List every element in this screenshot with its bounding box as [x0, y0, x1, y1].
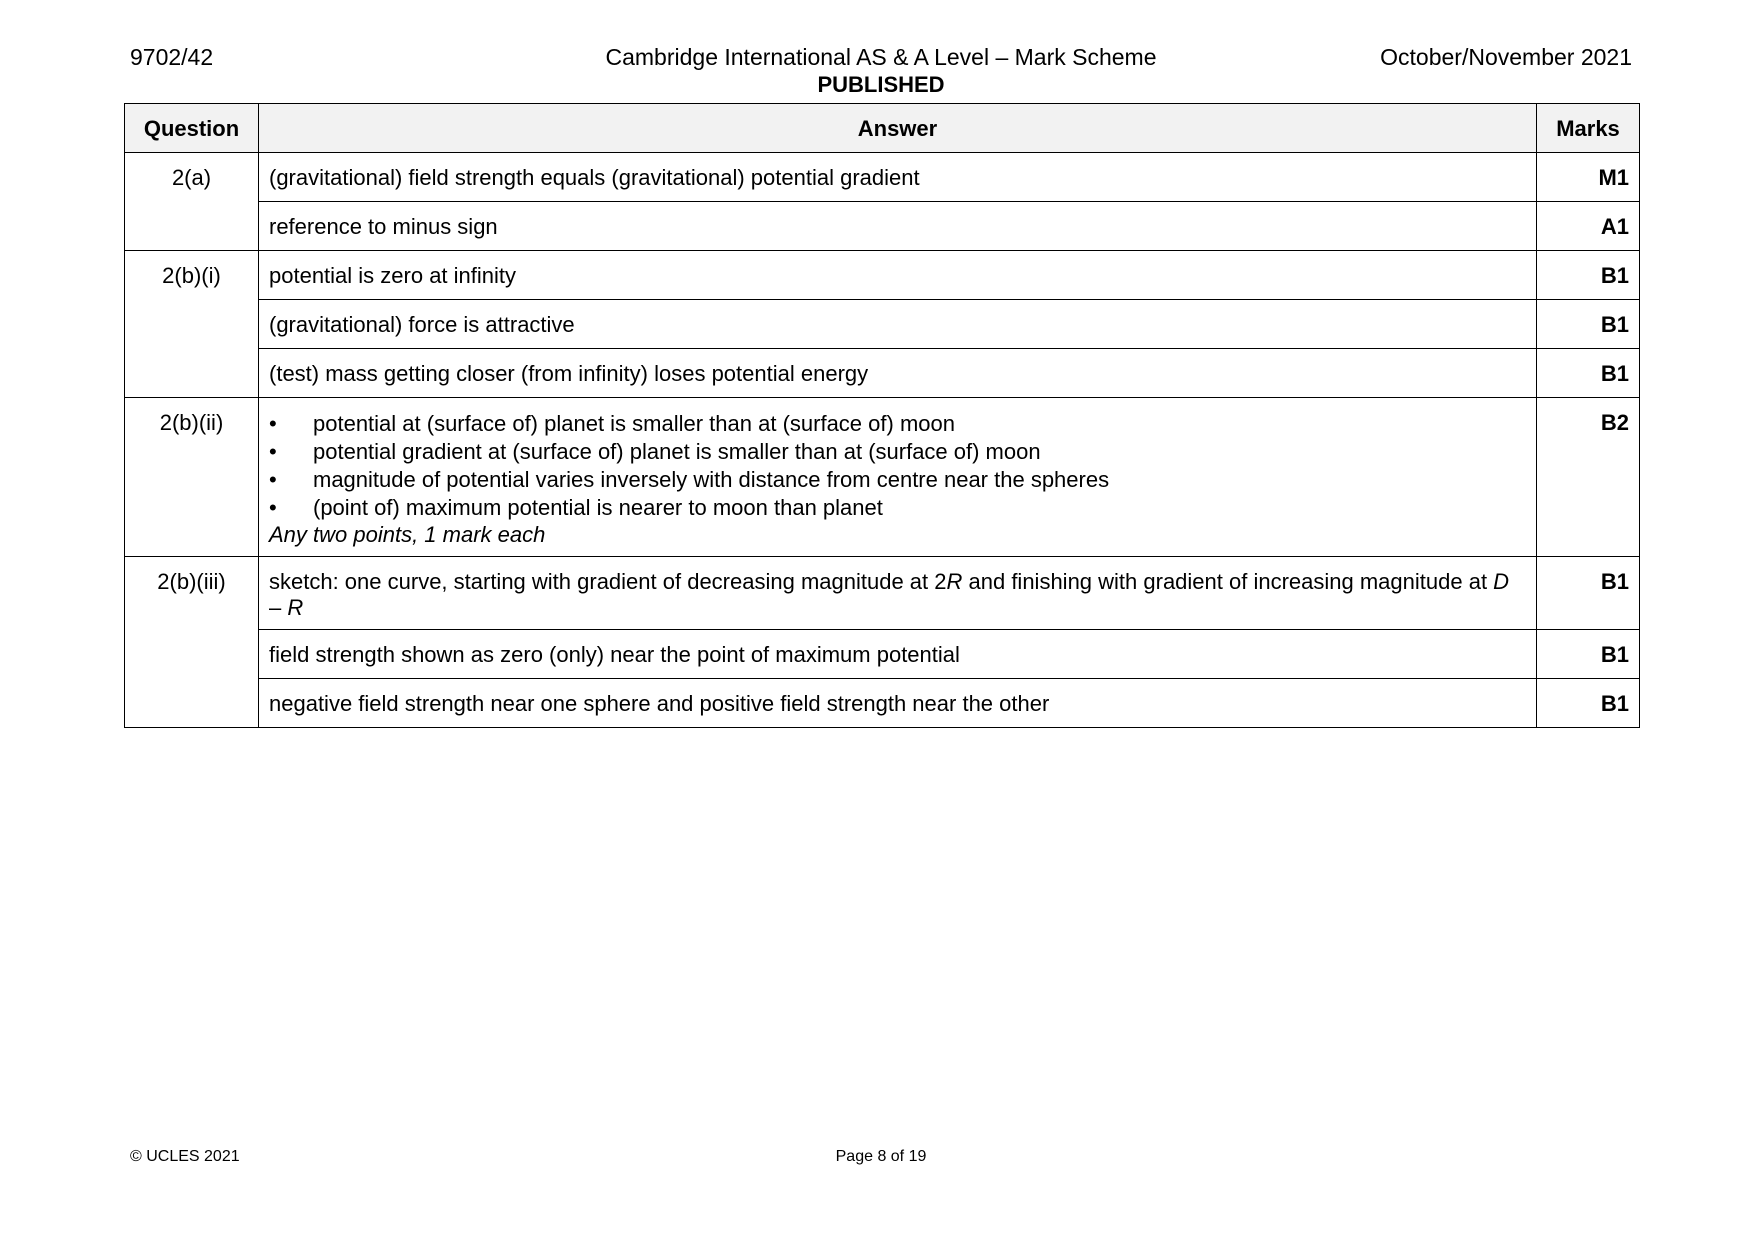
answer-bullet-list	[269, 410, 1526, 522]
mark-cell: B1	[1537, 349, 1640, 398]
table-row	[125, 557, 1640, 630]
answer-cell	[259, 398, 1537, 557]
answer-cell: (gravitational) field strength equals (gravitational) potential gradient	[259, 153, 1537, 202]
question-label-2bii: 2(b)(ii)	[125, 398, 259, 557]
list-item: • magnitude of potential varies inversely with distance from centre near the spheres	[269, 466, 1526, 494]
answer-cell: field strength shown as zero (only) near the point of maximum potential	[259, 630, 1537, 679]
mark-cell: B1	[1537, 630, 1640, 679]
table-row	[125, 679, 1640, 728]
question-label-2biii: 2(b)(iii)	[125, 557, 259, 728]
copyright-notice: © UCLES 2021	[130, 1148, 240, 1165]
exam-series: October/November 2021	[1380, 44, 1632, 70]
question-label-2a: 2(a)	[125, 153, 259, 251]
answer-text: and finishing with gradient of increasing magnitude at	[962, 569, 1494, 594]
table-header-row	[125, 104, 1640, 153]
published-label: PUBLISHED	[817, 72, 945, 97]
list-item: • potential at (surface of) planet is smaller than at (surface of) moon	[269, 410, 1526, 438]
mark-scheme-table	[124, 103, 1640, 728]
table-row	[125, 630, 1640, 679]
variable-d: D	[1493, 569, 1510, 594]
header-question: Question	[125, 104, 259, 153]
mark-cell: A1	[1537, 202, 1640, 251]
table-row	[125, 349, 1640, 398]
answer-cell: (test) mass getting closer (from infinity) loses potential energy	[259, 349, 1537, 398]
marking-note: Any two points, 1 mark each	[269, 522, 546, 547]
mark-cell: B2	[1537, 398, 1640, 557]
answer-cell: (gravitational) force is attractive	[259, 300, 1537, 349]
variable-r: R	[287, 595, 304, 620]
mark-cell: M1	[1537, 153, 1640, 202]
answer-cell: reference to minus sign	[259, 202, 1537, 251]
table-row	[125, 251, 1640, 300]
page-number: Page 8 of 19	[835, 1148, 927, 1165]
paper-code: 9702/42	[130, 44, 214, 70]
table-row	[125, 202, 1640, 251]
answer-cell	[259, 557, 1537, 630]
question-label-2bi: 2(b)(i)	[125, 251, 259, 398]
mark-cell: B1	[1537, 679, 1640, 728]
answer-cell: potential is zero at infinity	[259, 251, 1537, 300]
answer-text: –	[269, 595, 288, 620]
table-row	[125, 300, 1640, 349]
list-item: • potential gradient at (surface of) planet is smaller than at (surface of) moon	[269, 438, 1526, 466]
table-row	[125, 153, 1640, 202]
mark-cell: B1	[1537, 300, 1640, 349]
table-row	[125, 398, 1640, 557]
header-answer: Answer	[259, 104, 1537, 153]
header-marks: Marks	[1537, 104, 1640, 153]
mark-cell: B1	[1537, 251, 1640, 300]
list-item: • (point of) maximum potential is nearer to moon than planet	[269, 494, 1526, 522]
variable-r: R	[946, 569, 963, 594]
answer-text: sketch: one curve, starting with gradient of decreasing magnitude at 2	[269, 569, 947, 594]
answer-cell: negative field strength near one sphere and positive field strength near the other	[259, 679, 1537, 728]
document-title: Cambridge International AS & A Level – Mark Scheme	[605, 44, 1157, 70]
mark-cell: B1	[1537, 557, 1640, 630]
